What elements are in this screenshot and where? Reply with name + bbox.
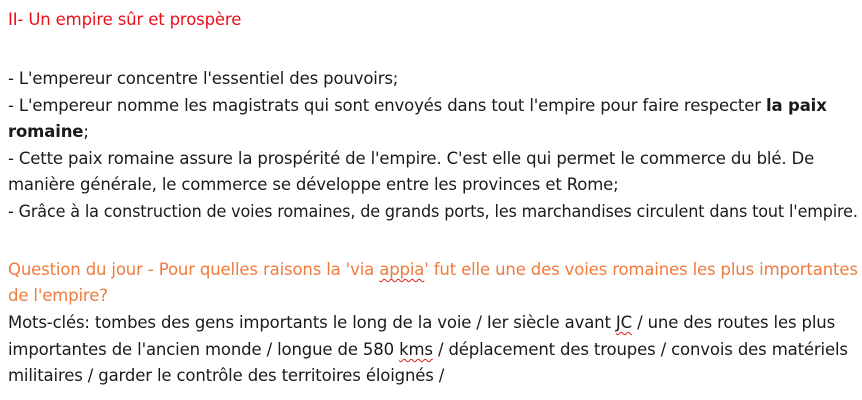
keywords-text-c: importantes de l'ancien monde / longue de 580 xyxy=(8,340,400,359)
misspelled-word-kms: kms xyxy=(399,340,433,359)
question-line-2: de l'empire? xyxy=(8,286,108,305)
keywords-line-1 xyxy=(8,310,835,335)
bold-la-paix: la paix xyxy=(765,96,827,115)
bullet-prosperite-l1: - Cette paix romaine assure la prospérité de l'empire. C'est elle qui permet le commerce du blé. De xyxy=(8,149,815,168)
bold-romaine: romaine xyxy=(8,122,84,141)
keywords-text-a: Mots-clés: tombes des gens importants le long de la voie / Ier siècle avant xyxy=(8,313,616,332)
keywords-text-b: / une des routes les plus xyxy=(631,313,836,332)
section-title: II- Un empire sûr et prospère xyxy=(8,10,242,29)
question-line-1 xyxy=(8,257,858,282)
misspelled-word-appia: appia xyxy=(379,260,425,279)
keywords-line-3: militaires / garder le contrôle des territoires éloignés / xyxy=(8,366,445,385)
bullet-magistrats xyxy=(8,93,827,118)
question-text-a: Question du jour - Pour quelles raisons la 'via xyxy=(8,260,380,279)
question-text-b: ' fut elle une des voies romaines les plus importantes xyxy=(424,260,858,279)
keywords-text-d: / déplacement des troupes / convois des matériels xyxy=(432,340,848,359)
bullet-magistrats-text: - L'empereur nomme les magistrats qui sont envoyés dans tout l'empire pour faire respecter xyxy=(8,96,766,115)
misspelled-word-jc: JC xyxy=(615,313,632,332)
bullet-magistrats-cont xyxy=(8,119,89,144)
bullet-magistrats-end: ; xyxy=(83,122,89,141)
bullet-pouvoirs: - L'empereur concentre l'essentiel des pouvoirs; xyxy=(8,69,399,88)
bullet-prosperite-l2: manière générale, le commerce se développe entre les provinces et Rome; xyxy=(8,175,619,194)
keywords-line-2 xyxy=(8,337,848,362)
bullet-voies: - Grâce à la construction de voies romaines, de grands ports, les marchandises circulent dans tout l'empire. xyxy=(8,202,858,221)
